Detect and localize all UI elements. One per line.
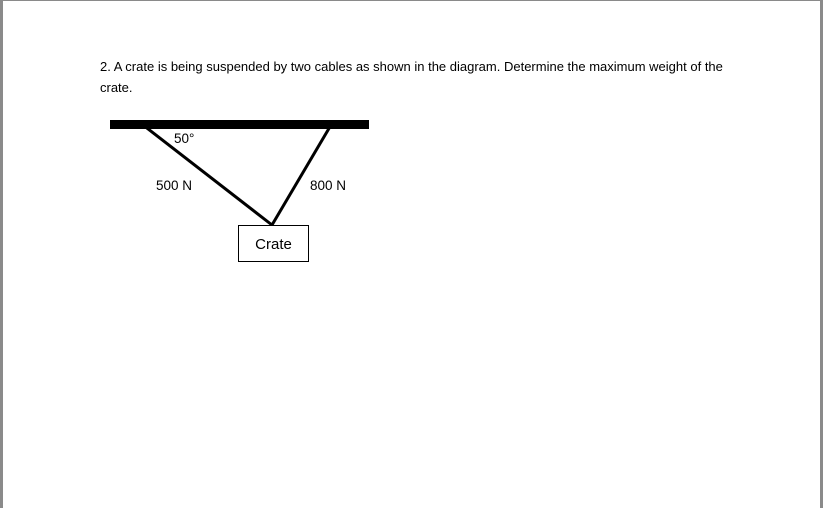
question-text: 2. A crate is being suspended by two cables as shown in the diagram. Determine the maximum weight of the crate. [100, 59, 723, 95]
left-cable [143, 125, 272, 225]
angle-label: 50° [174, 131, 195, 146]
right-cable [272, 125, 331, 225]
left-tension-label: 500 N [156, 178, 193, 193]
cable-diagram [3, 1, 823, 508]
right-tension-label: 800 N [310, 178, 347, 193]
crate-label: Crate [255, 236, 292, 253]
